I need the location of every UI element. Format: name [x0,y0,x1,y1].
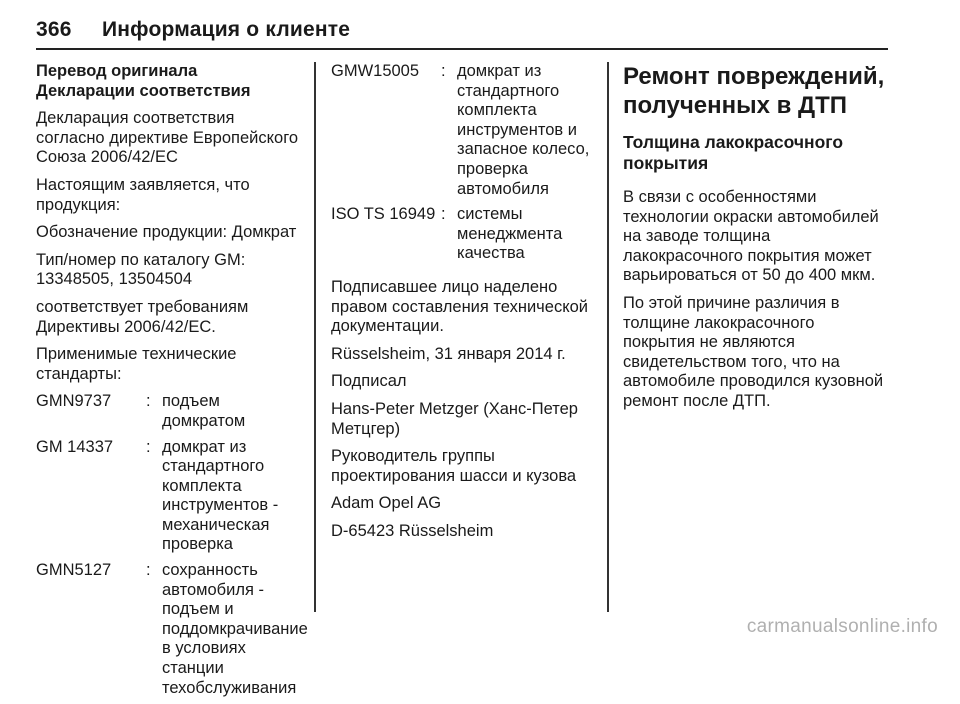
company-address: D-65423 Rüsselsheim [331,521,494,540]
standard-description: системы менеджмента качества [457,205,563,263]
section-heading: Ремонт повреждений, полученных в ДТП [623,63,885,119]
watermark: carmanualsonline.info [746,616,938,637]
signatory-name: Hans-Peter Metzger (Ханс-Петер Метцгер) [331,399,578,438]
page-header [36,18,350,42]
standard-row [331,205,595,264]
paragraph: Декларация соответствия согласно директиве Европейского Союза 2006/42/EC [36,109,299,167]
paragraph: Обозначение продукции: Домкрат [36,223,297,242]
place-date: Rüsselsheim, 31 января 2014 г. [331,344,566,363]
column-right [623,62,891,420]
separator: : [441,62,446,80]
standard-row [36,561,308,698]
separator: : [441,205,446,224]
column-middle [331,62,595,549]
paragraph: Тип/номер по каталогу GM: 13348505, 13504504 [36,250,246,289]
paragraph: Подписал [331,372,407,391]
standard-row [36,438,300,556]
standard-code: GMN5127 [36,561,112,580]
paragraph: По этой причине различия в толщине лакокрасочного покрытия не являются свидетельством того, что на автомобиле проводился кузовной ремонт после ДТП. [623,293,884,410]
separator: : [146,561,151,580]
paragraph: Применимые технические стандарты: [36,345,237,383]
column-divider [607,62,609,612]
paragraph: Подписавшее лицо наделено правом составления технической документации. [331,277,589,336]
page-title: Информация о клиенте [102,18,351,41]
subsection-heading: Толщина лакокрасочного покрытия [623,132,844,173]
standard-code: GM 14337 [36,437,114,456]
signatory-position: Руководитель группы проектирования шасси и кузова [331,447,577,485]
separator: : [146,437,151,456]
section-heading: Перевод оригинала Декларации соответствия [36,62,251,100]
separator: : [146,392,151,411]
standard-description: домкрат из стандартного комплекта инструментов и запасное колесо, проверка автомобиля [457,62,590,198]
standard-row [36,392,300,431]
standard-code: ISO TS 16949 [331,205,436,224]
standard-code: GMN9737 [36,392,112,411]
standard-description: сохранность автомобиля - подъем и поддомкрачивание в условиях станции техобслуживания [162,561,308,697]
page-number: 366 [36,18,72,41]
standard-description: домкрат из стандартного комплекта инструментов - механическая проверка [162,437,279,554]
column-left [36,62,308,704]
company-name: Adam Opel AG [331,494,442,513]
standard-code: GMW15005 [331,62,420,80]
paragraph: соответствует требованиям Директивы 2006/42/EC. [36,297,249,336]
paragraph: В связи с особенностями технологии окраски автомобилей на заводе толщина лакокрасочного покрытия может варьироваться от 50 до 400 мкм. [623,188,879,285]
column-divider [314,62,316,612]
paragraph: Настоящим заявляется, что продукция: [36,175,250,214]
header-rule [36,48,888,50]
standard-row [331,62,595,199]
standard-description: подъем домкратом [162,392,246,430]
